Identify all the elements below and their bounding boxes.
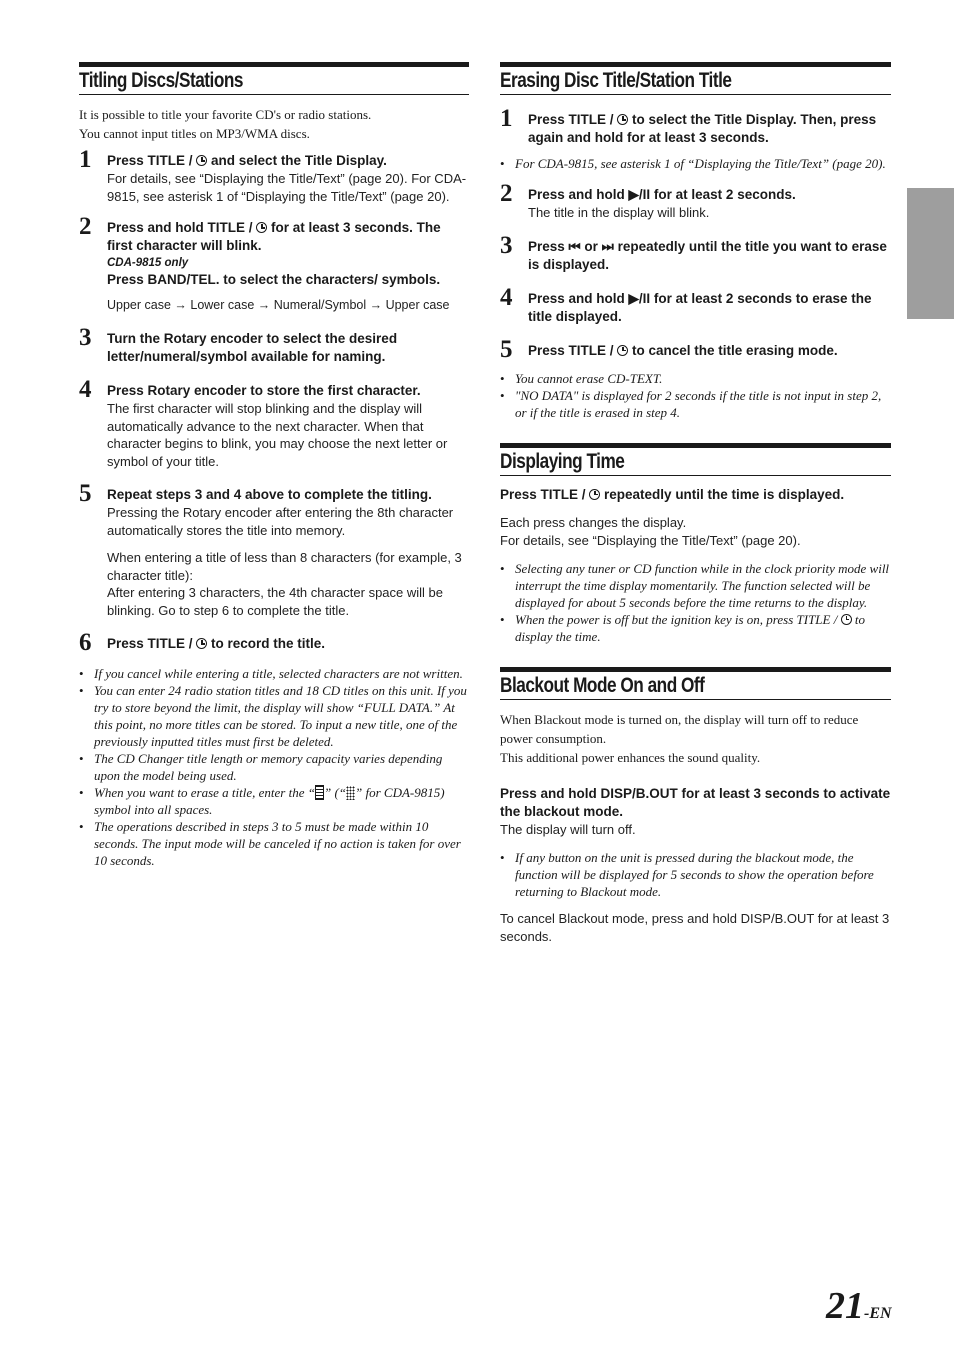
note-text: When the power is off but the ignition key is on, press TITLE / [515, 611, 841, 627]
step-body: The title in the display will blink. [528, 205, 710, 220]
step-number: 4 [79, 376, 92, 403]
clock-icon [617, 114, 628, 125]
step-title: Press and hold TITLE / for at least 3 seconds. The first character will blink. [107, 220, 441, 253]
step-number: 5 [79, 480, 92, 507]
step-title: Press and hold ▶/II for at least 2 seconds to erase the title displayed. [528, 290, 872, 324]
blackout-section [500, 667, 891, 946]
step-title [107, 152, 469, 170]
right-column [500, 62, 891, 968]
note-text: ” (“ [323, 785, 347, 800]
blackout-intro-2: This additional power enhances the sound quality. [500, 749, 761, 765]
displaying-time-instruction: Press TITLE / repeatedly until the time is displayed. [500, 486, 845, 502]
note-item: • You cannot erase CD-TEXT. [500, 370, 891, 387]
erasing-notes [500, 370, 891, 421]
step-body: Pressing the Rotary encoder after entering the 8th character automatically stores the title into memory. [107, 505, 454, 538]
clock-icon [589, 489, 600, 500]
note-text: to display the time. [515, 611, 865, 644]
step-number: 1 [79, 146, 92, 173]
note-item: • If you cancel while entering a title, selected characters are not written. [79, 665, 469, 682]
titling-intro-2: You cannot input titles on MP3/WMA discs. [79, 126, 310, 141]
step-title: Press Rotary encoder to store the first character. [107, 383, 421, 398]
step-title: Press TITLE / to cancel the title erasing mode. [528, 342, 838, 358]
blackout-result: The display will turn off. [500, 821, 636, 837]
note-item-power [500, 611, 891, 645]
displaying-time-body-2: For details, see “Displaying the Title/Text” (page 20). [500, 532, 801, 548]
note-text: When you want to erase a title, enter the “ [94, 785, 315, 800]
erasing-heading-bar [500, 62, 891, 95]
displaying-time-heading-bar [500, 443, 891, 476]
step-title: Press TITLE / to record the title. [107, 636, 326, 651]
note-item: • "NO DATA" is displayed for 2 seconds if the title is not input in step 2, or if the title is erased in step 4. [500, 387, 891, 421]
step-title: Press ⏮ or ⏭ repeatedly until the title you want to erase is displayed. [528, 238, 887, 272]
page-number-value: 21 [826, 1285, 864, 1327]
section-tab-marker [907, 188, 954, 319]
clock-icon [196, 155, 207, 166]
step-body: The first character will stop blinking and the display will automatically advance to the next character. When that character begins to blink, you may choose the next letter or symbol of your title. [107, 401, 448, 469]
erasing-step-5 [500, 335, 891, 363]
note-item: • The CD Changer title length or memory capacity varies depending upon the model being used. [79, 750, 469, 784]
titling-step-2 [79, 213, 469, 314]
erasing-step-2 [500, 180, 891, 222]
step-title: Press and hold ▶/II for at least 2 seconds. [528, 187, 796, 202]
displaying-time-notes [500, 560, 891, 645]
left-column [79, 62, 469, 891]
step-number: 6 [79, 629, 92, 656]
blackout-intro-1: When Blackout mode is turned on, the display will turn off to reduce power consumption. [500, 711, 859, 746]
step-body-2: When entering a title of less than 8 characters (for example, 3 character title): [107, 550, 462, 583]
titling-step-1 [79, 146, 469, 205]
blackout-heading-bar [500, 667, 891, 700]
page-number [826, 1284, 892, 1336]
note-item: • For CDA-9815, see asterisk 1 of “Displaying the Title/Text” (page 20). [500, 155, 891, 172]
step-number: 5 [500, 335, 513, 363]
titling-step-4 [79, 376, 469, 470]
displaying-time-section [500, 443, 891, 645]
step-title: Repeat steps 3 and 4 above to complete the titling. [107, 487, 432, 502]
note-item: • If any button on the unit is pressed during the blackout mode, the function will be displayed for 5 seconds to show the operation before returning to Blackout mode. [500, 849, 891, 900]
step-body-3: After entering 3 characters, the 4th character space will be blinking. Go to step 6 to complete the title. [107, 585, 444, 618]
titling-heading: Titling Discs/Stations [79, 69, 243, 92]
erasing-step-4 [500, 283, 891, 326]
step-title: Turn the Rotary encoder to select the desired letter/numeral/symbol available for naming. [107, 331, 398, 364]
blackout-instruction: Press and hold DISP/B.OUT for at least 3 seconds to activate the blackout mode. [500, 785, 891, 819]
erasing-heading: Erasing Disc Title/Station Title [500, 69, 732, 92]
blackout-heading: Blackout Mode On and Off [500, 673, 705, 697]
displaying-time-heading: Displaying Time [500, 449, 625, 473]
step-title-2: Press BAND/TEL. to select the characters/ symbols. [107, 272, 441, 287]
erasing-section [500, 62, 891, 421]
note-item: • You can enter 24 radio station titles and 18 CD titles on this unit. If you try to store beyond the limit, the display will show “FULL DATA.” At this point, no more titles can be stored. To input a new title, one of the previously inputted titles must first be deleted. [79, 682, 469, 750]
step-number: 3 [79, 324, 92, 351]
titling-step-6 [79, 629, 469, 656]
step-number: 3 [500, 231, 513, 259]
clock-icon [617, 345, 628, 356]
erasing-step1-note [500, 155, 891, 172]
note-text: ” for CDA-9815) symbol into all spaces. [94, 785, 445, 817]
clock-icon [841, 614, 852, 625]
note-item: • Selecting any tuner or CD function while in the clock priority mode will interrupt the time display momentarily. The function selected will be displayed for about 5 seconds before the time returns to the display. [500, 560, 891, 611]
titling-notes [79, 665, 469, 869]
clock-icon [196, 638, 207, 649]
step-number: 1 [500, 105, 513, 132]
title-char-dots-icon [346, 786, 355, 800]
step-body: For details, see “Displaying the Title/Text” (page 20). For CDA-9815, see asterisk 1 of “Displaying the Title/Text” (page 20). [107, 171, 467, 204]
titling-step-3 [79, 324, 469, 366]
step-number: 2 [500, 180, 513, 207]
note-item: • The operations described in steps 3 to 5 must be made within 10 seconds. The input mode will be canceled if no action is taken for over 10 seconds. [79, 818, 469, 869]
titling-section [79, 62, 469, 869]
erasing-step-3 [500, 231, 891, 274]
erasing-step-1 [500, 105, 891, 147]
step-number: 2 [79, 213, 92, 240]
model-only-label: CDA-9815 only [107, 257, 189, 269]
displaying-time-body-1: Each press changes the display. [500, 514, 687, 530]
blackout-notes [500, 849, 891, 900]
page-number-suffix: -EN [864, 1305, 892, 1322]
note-item-erase-symbol [79, 784, 469, 818]
case-sequence: Upper case → Lower case → Numeral/Symbol → Upper case [107, 298, 450, 312]
title-char-grid-icon [315, 785, 324, 800]
step-title: Press TITLE / to select the Title Display. Then, press again and hold for at least 3 seconds. [528, 112, 877, 145]
step-number: 4 [500, 283, 513, 311]
blackout-cancel: To cancel Blackout mode, press and hold DISP/B.OUT for at least 3 seconds. [500, 910, 890, 944]
titling-heading-bar [79, 62, 469, 95]
clock-icon [256, 222, 267, 233]
titling-intro-1: It is possible to title your favorite CD's or radio stations. [79, 107, 372, 122]
titling-step-5 [79, 480, 469, 619]
step-title-text: Press TITLE / and select the Title Display. [107, 153, 387, 168]
